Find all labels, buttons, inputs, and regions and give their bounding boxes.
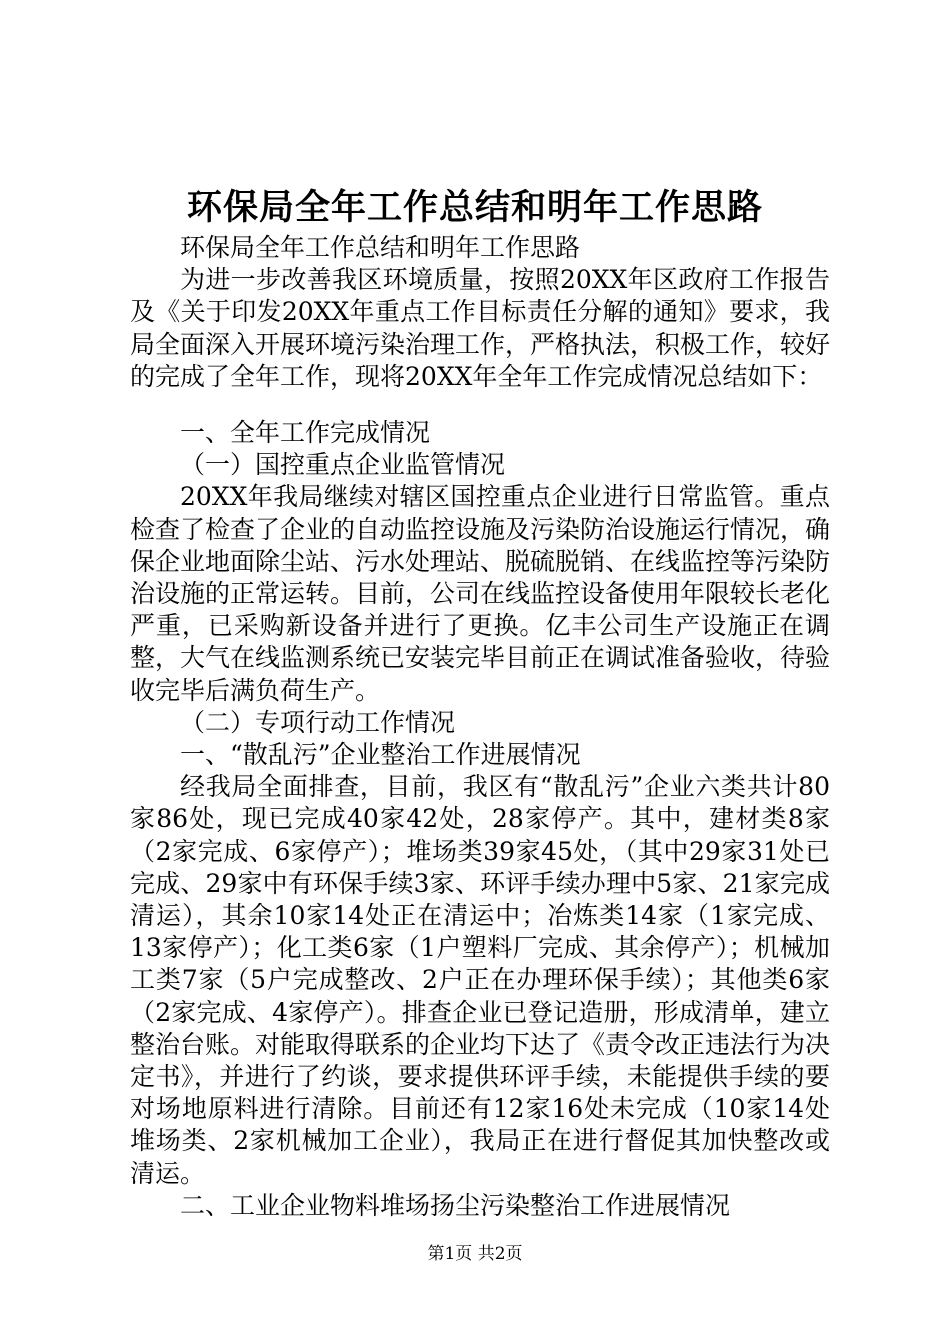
- heading-subsection-2: （二）专项行动工作情况: [180, 707, 456, 737]
- document-title: 环保局全年工作总结和明年工作思路: [186, 187, 763, 228]
- heading-item-1: 一、“散乱污”企业整治工作进展情况: [180, 740, 581, 770]
- paragraph-monitoring: 20XX年我局继续对辖区国控重点企业进行日常监管。重点检查了检查了企业的自动监控设施及污染防治设施运行情况，确保企业地面除尘站、污水处理站、脱硫脱销、在线监控等污染防治设施的正常运转。目前，公司在线监控设备使用年限较长老化严重，已采购新设备并进行了更换。亿丰公司生产设施正在调整，大气在线监测系统已安装完毕目前正在调试准备验收，待验收完毕后满负荷生产。: [130, 482, 831, 705]
- page-number-footer: 第1页 共2页: [427, 1244, 523, 1264]
- heading-section-1: 一、全年工作完成情况: [180, 418, 431, 448]
- paragraph-rectification: 经我局全面排查，目前，我区有“散乱污”企业六类共计80家86处，现已完成40家42处，28家停产。其中，建材类8家（2家完成、6家停产）；堆场类39家45处，（其中29家31处已完成、29家中有环保手续3家、环评手续办理中5家、21家完成清运），其余10家14处正在清运中；冶炼类14家（1家完成、13家停产）；化工类6家（1户塑料厂完成、其余停产）；机械加工类7家（5户完成整改、2户正在办理环保手续）；其他类6家（2家完成、4家停产）。排查企业已登记造册，形成清单，建立整治台账。对能取得联系的企业均下达了《责令改正违法行为决定书》，并进行了约谈，要求提供环评手续，未能提供手续的要对场地原料进行清除。目前还有12家16处未完成（10家14处堆场类、2家机械加工企业），我局正在进行督促其加快整改或清运。: [130, 772, 831, 1188]
- heading-item-2: 二、工业企业物料堆场扬尘污染整治工作进展情况: [180, 1190, 731, 1220]
- paragraph-intro: 为进一步改善我区环境质量，按照20XX年区政府工作报告及《关于印发20XX年重点工作目标责任分解的通知》要求，我局全面深入开展环境污染治理工作，严格执法，积极工作，较好的完成了全年工作，现将20XX年全年工作完成情况总结如下：: [130, 265, 831, 391]
- paragraph-subtitle: 环保局全年工作总结和明年工作思路: [180, 233, 581, 262]
- document-body: [130, 232, 830, 1222]
- heading-subsection-1: （一）国控重点企业监管情况: [180, 450, 506, 480]
